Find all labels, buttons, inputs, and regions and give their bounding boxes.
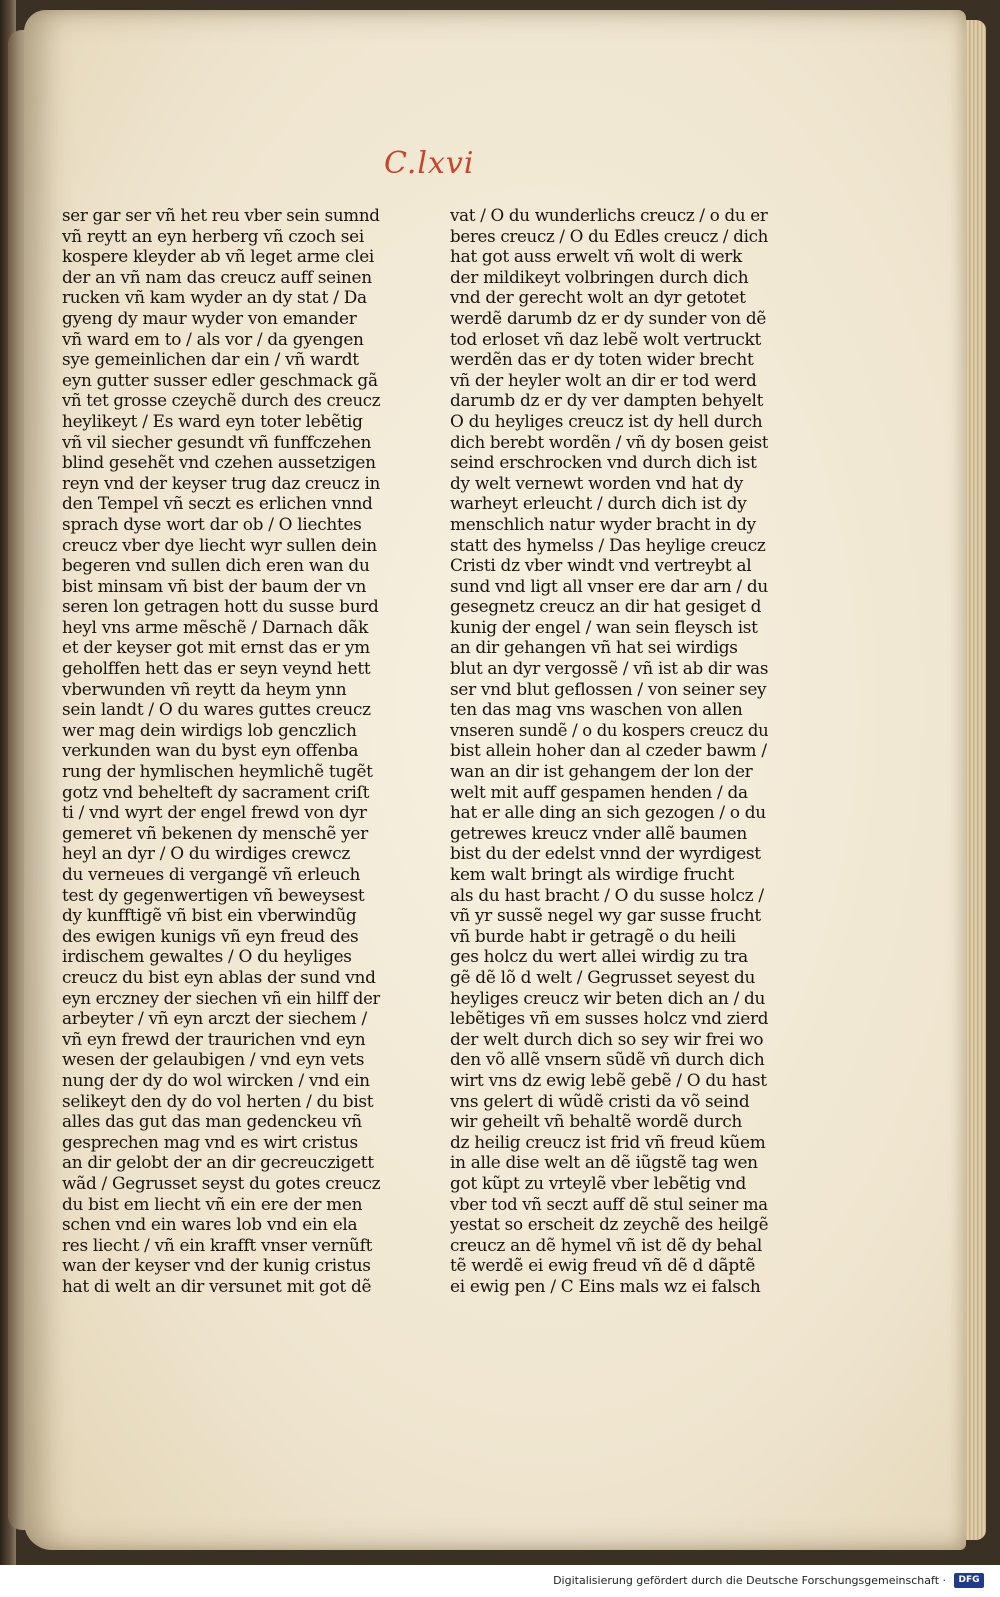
text-line: bist minsam vñ bist der baum der vn	[62, 576, 367, 597]
text-line: selikeyt den dy do vol herten / du bist	[62, 1091, 374, 1112]
text-line: wer mag dein wirdigs lob genczlich	[62, 720, 357, 741]
text-line: gemeret vñ bekenen dy menschẽ yer	[62, 823, 368, 844]
text-line: vber tod vñ seczt auff dẽ stul seiner ma	[450, 1194, 768, 1215]
text-line: seren lon getragen hott du susse burd	[62, 597, 379, 618]
text-line: dz heilig creucz ist frid vñ freud kũem	[450, 1132, 766, 1153]
text-line: alles das gut das man gedenckeu vñ	[62, 1112, 362, 1133]
text-line: wir geheilt vñ behaltẽ wordẽ durch	[450, 1112, 743, 1133]
text-line: wãd / Gegrusset seyst du gotes creucz	[62, 1173, 381, 1194]
text-line: bist allein hoher dan al czeder bawm /	[450, 741, 767, 762]
text-line: irdischem gewaltes / O du heyliges	[62, 947, 352, 968]
text-line: wan an dir ist gehangem der lon der	[450, 762, 753, 783]
text-line: heylikeyt / Es ward eyn toter lebẽtig	[62, 411, 363, 432]
text-line: vñ yr sussẽ negel wy gar susse frucht	[450, 906, 761, 927]
text-column-left	[62, 206, 382, 1297]
text-line: ser gar ser vñ het reu vber sein sumnd	[62, 206, 380, 226]
text-line: hat got auss erwelt vñ wolt di werk	[450, 247, 743, 268]
text-line: vñ der heyler wolt an dir er tod werd	[450, 370, 757, 391]
text-line: gesegnetz creucz an dir hat gesiget d	[450, 597, 762, 618]
text-line: ser vnd blut geflossen / von seiner sey	[450, 679, 767, 700]
text-line: werdẽ darumb dz er dy sunder von dẽ	[450, 308, 767, 329]
text-line: seind erschrocken vnd durch dich ist	[450, 453, 757, 474]
text-line: gotz vnd behelteft dy sacrament criſt	[62, 782, 370, 803]
text-line: als du hast bracht / O du susse holcz /	[450, 885, 764, 906]
text-line: eyn gutter susser edler geschmack gã	[62, 370, 378, 391]
dfg-logo: DFG	[954, 1573, 984, 1588]
text-line: den Tempel vñ seczt es erlichen vnnd	[62, 494, 373, 515]
text-line: dich berebt wordẽn / vñ dy bosen geist	[450, 432, 768, 453]
text-line: du verneues di vergangẽ vñ erleuch	[62, 865, 361, 885]
text-line: kunig der engel / wan sein fleysch ist	[450, 617, 758, 638]
text-line: reyn vnd der keyser trug daz creucz in	[62, 473, 381, 494]
text-line: getrewes kreucz vnder allẽ baumen	[450, 823, 747, 844]
text-line: beres creucz / O du Edles creucz / dich	[450, 226, 768, 247]
text-line: vñ burde habt ir getragẽ o du heili	[450, 926, 736, 947]
text-line: vñ tet grosse czeychẽ durch des creucz	[62, 391, 381, 412]
text-line: welt mit auff gespamen henden / da	[450, 782, 748, 803]
text-line: wesen der gelaubigen / vnd eyn vets	[62, 1050, 365, 1071]
text-line: vñ vil siecher gesundt vñ funffczehen	[62, 432, 372, 453]
text-line: blut an dyr vergossẽ / vñ ist ab dir was	[450, 659, 769, 680]
text-line: heyliges creucz wir beten dich an / du	[450, 988, 766, 1009]
text-line: sund vnd ligt all vnser ere dar arn / du	[450, 576, 768, 597]
text-line: sye gemeinlichen dar ein / vñ wardt	[62, 350, 359, 371]
text-line: ges holcz du wert allei wirdig zu tra	[450, 947, 748, 968]
text-line: creucz an dẽ hymel vñ ist dẽ dy behal	[450, 1235, 763, 1256]
text-line: res liecht / vñ ein krafft vnser vernũft	[62, 1235, 373, 1256]
text-line: an dir gehangen vñ hat sei wirdigs	[450, 638, 738, 659]
text-line: den võ allẽ vnsern sũdẽ vñ durch dich	[450, 1050, 765, 1071]
text-line: vnseren sundẽ / o du kospers creucz du	[450, 720, 769, 741]
text-line: eyn erczney der siechen vñ ein hilff der	[62, 988, 381, 1009]
text-line: ti / vnd wyrt der engel frewd von dyr	[62, 803, 367, 824]
text-line: gesprechen mag vnd es wirt cristus	[62, 1132, 358, 1153]
text-line: heyl an dyr / O du wirdiges crewcz	[62, 844, 350, 865]
text-line: sein landt / O du wares guttes creucz	[62, 700, 371, 721]
text-line: dy welt vernewt worden vnd hat dy	[450, 473, 743, 494]
text-line: tẽ werdẽ ei ewig freud vñ dẽ d dãptẽ	[450, 1256, 756, 1277]
text-line: der welt durch dich so sey wir frei wo	[450, 1029, 764, 1050]
text-line: rung der hymlischen heymlichẽ tugẽt	[62, 762, 373, 783]
text-line: der an vñ nam das creucz auff seinen	[62, 267, 372, 288]
text-line: arbeyter / vñ eyn arczt der siechem /	[62, 1009, 367, 1030]
funding-credit: Digitalisierung gefördert durch die Deutsche Forschungsgemeinschaft ·	[553, 1574, 946, 1587]
text-line: gyeng dy maur wyder von emander	[62, 308, 357, 329]
text-line: sprach dyse wort dar ob / O liechtes	[62, 514, 362, 535]
text-line: vñ reytt an eyn herberg vñ czoch sei	[62, 226, 364, 247]
text-line: menschlich natur wyder bracht in dy	[450, 514, 756, 535]
text-line: hat di welt an dir versunet mit got dẽ	[62, 1276, 372, 1297]
text-line: in alle dise welt an dẽ iũgstẽ tag wen	[450, 1153, 758, 1174]
text-line: wirt vns dz ewig lebẽ gebẽ / O du hast	[450, 1070, 767, 1091]
text-line: nung der dy do wol wircken / vnd ein	[62, 1070, 370, 1091]
text-line: Cristi dz vber windt vnd vertreybt al	[450, 556, 752, 577]
text-line: test dy gegenwertigen vñ beweysest	[62, 885, 365, 906]
text-line: statt des hymelss / Das heylige creucz	[450, 535, 766, 556]
folio-number: C.lxvi	[384, 146, 475, 181]
text-line: gẽ dẽ lõ d welt / Gegrusset seyest du	[450, 967, 756, 988]
text-line: yestat so erscheit dz zeychẽ des heilgẽ	[450, 1215, 769, 1236]
text-line: O du heyliges creucz ist dy hell durch	[450, 411, 763, 432]
text-line: schen vnd ein wares lob vnd ein ela	[62, 1215, 358, 1236]
text-line: vberwunden vñ reytt da heym ynn	[62, 679, 347, 700]
text-line: wan der keyser vnd der kunig cristus	[62, 1256, 371, 1277]
text-line: werdẽn das er dy toten wider brecht	[450, 350, 754, 371]
text-line: rucken vñ kam wyder an dy stat / Da	[62, 288, 367, 309]
text-line: dy kunfftigẽ vñ bist ein vberwindũg	[62, 906, 357, 927]
text-line: du bist em liecht vñ ein ere der men	[62, 1194, 363, 1215]
text-line: blind gesehẽt vnd czehen aussetzigen	[62, 453, 376, 474]
text-line: darumb dz er dy ver dampten behyelt	[450, 391, 764, 412]
text-line: heyl vns arme mẽschẽ / Darnach dãk	[62, 617, 369, 638]
text-line: got kũpt zu vrteylẽ vber lebẽtig vnd	[450, 1173, 747, 1194]
text-line: vnd der gerecht wolt an dyr getotet	[450, 288, 746, 309]
text-line: vñ ward em to / als vor / da gyengen	[62, 329, 364, 350]
text-line: begeren vnd sullen dich eren wan du	[62, 556, 370, 577]
text-line: creucz vber dye liecht wyr sullen dein	[62, 535, 377, 556]
text-line: tod erloset vñ daz lebẽ wolt vertruckt	[450, 329, 761, 350]
text-column-right	[450, 206, 770, 1297]
text-line: kospere kleyder ab vñ leget arme clei	[62, 247, 375, 268]
text-line: ei ewig pen / C Eins mals wz ei falsch	[450, 1276, 761, 1297]
text-line: et der keyser got mit ernst das er ym	[62, 638, 370, 659]
text-line: bist du der edelst vnnd der wyrdigest	[450, 844, 761, 865]
footer-bar	[0, 1565, 1000, 1597]
text-line: warheyt erleucht / durch dich ist dy	[450, 494, 747, 515]
text-line: vns gelert di wũdẽ cristi da võ seind	[450, 1091, 750, 1112]
text-line: der mildikeyt volbringen durch dich	[450, 267, 749, 288]
text-line: verkunden wan du byst eyn offenba	[62, 741, 359, 762]
text-line: hat er alle ding an sich gezogen / o du	[450, 803, 766, 824]
text-line: des ewigen kunigs vñ eyn freud des	[62, 926, 359, 947]
text-line: vat / O du wunderlichs creucz / o du er	[450, 206, 768, 226]
text-line: ten das mag vns waschen von allen	[450, 700, 743, 721]
text-line: lebẽtiges vñ em susses holcz vnd zierd	[450, 1009, 769, 1030]
text-line: creucz du bist eyn ablas der sund vnd	[62, 967, 376, 988]
text-line: vñ eyn frewd der traurichen vnd eyn	[62, 1029, 366, 1050]
text-line: an dir gelobt der an dir gecreuczigett	[62, 1153, 374, 1174]
text-line: geholffen hett das er seyn veynd hett	[62, 659, 371, 680]
text-line: kem walt bringt als wirdige frucht	[450, 865, 735, 885]
